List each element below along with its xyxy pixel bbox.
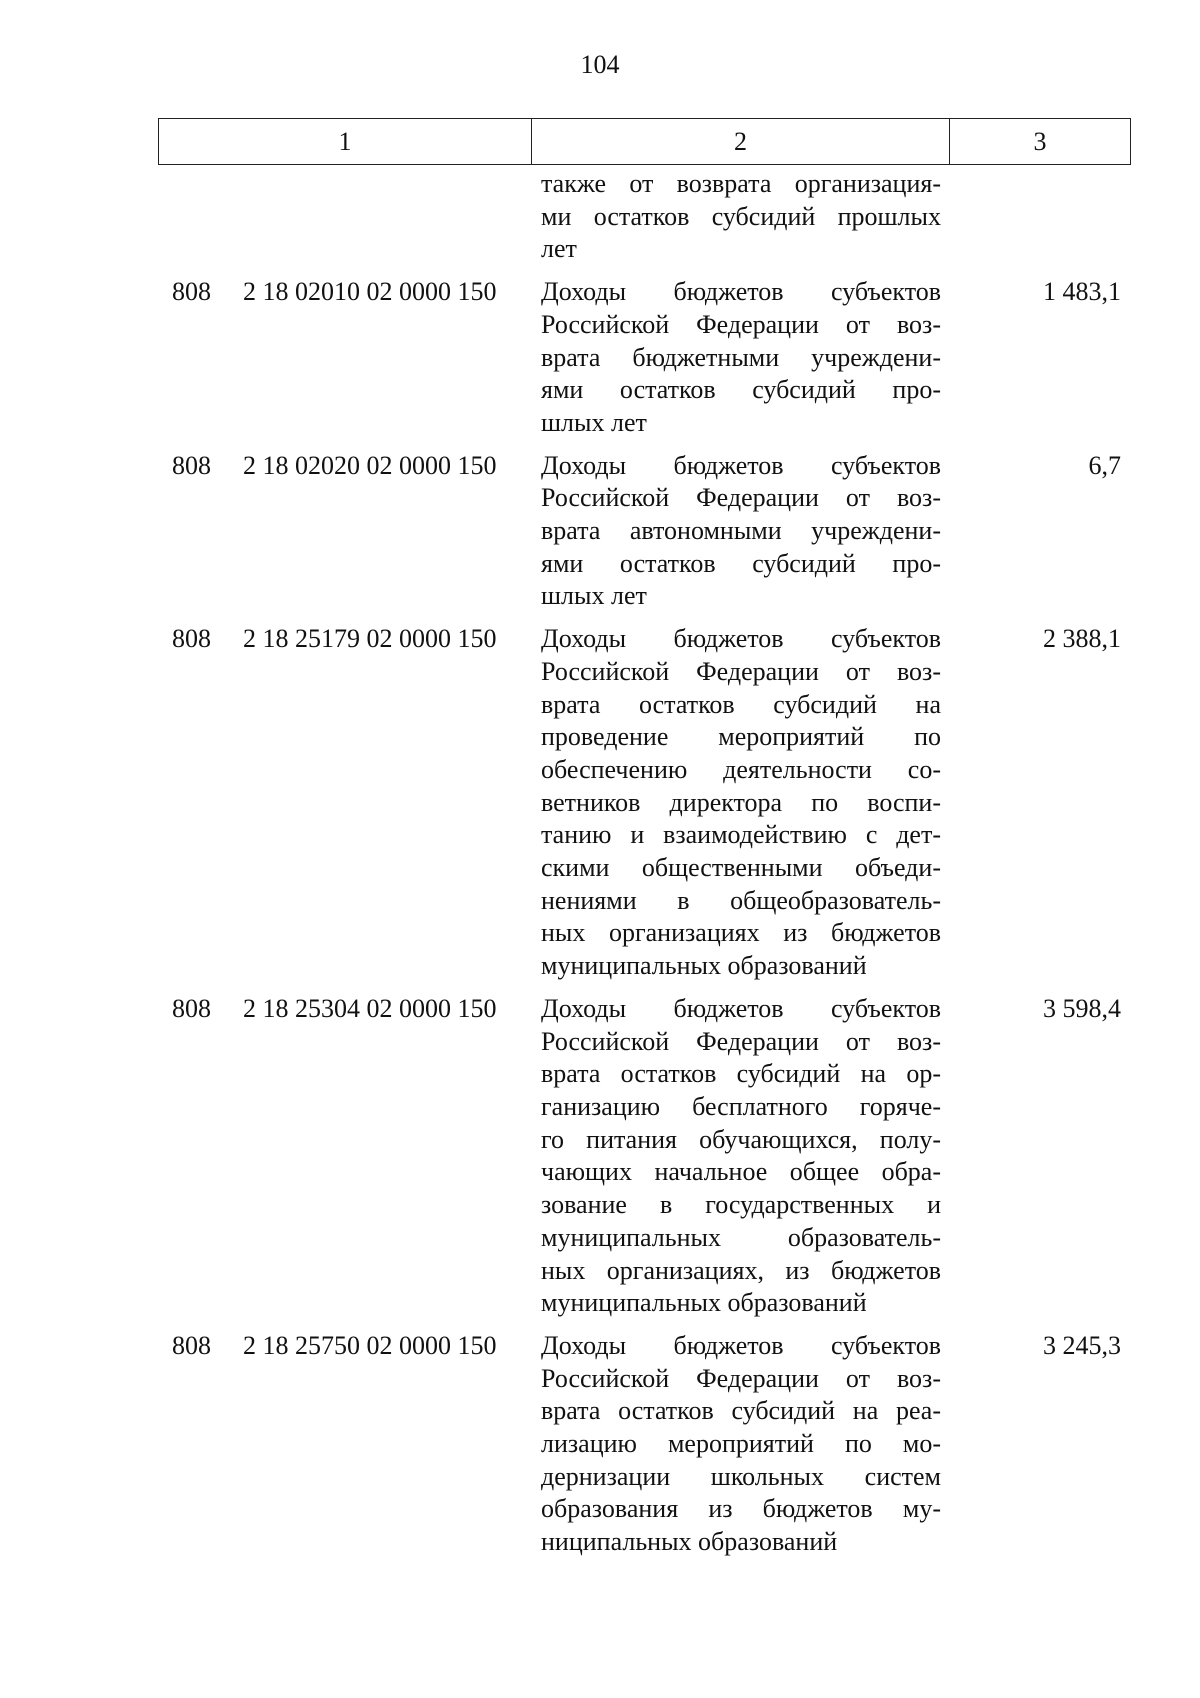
income-name-cell: [541, 276, 941, 440]
table-row: [158, 1330, 1131, 1559]
admin-code-cell: 808: [172, 624, 211, 654]
income-name-line: Российской Федерации от воз-: [541, 483, 941, 513]
income-name-line: обеспечению деятельности со-: [541, 754, 941, 784]
income-name-line: зование в государственных и: [541, 1190, 941, 1220]
income-name-line: ганизацию бесплатного горяче-: [541, 1091, 941, 1121]
income-name-line: муниципальных образователь-: [541, 1222, 941, 1252]
income-name-line: Доходы бюджетов субъектов: [541, 1330, 941, 1360]
amount-cell: 1 483,1: [1043, 277, 1121, 307]
table-body: [158, 168, 1131, 1569]
income-name-line: Российской Федерации от воз-: [541, 656, 941, 686]
income-name-line: также от возврата организация-: [541, 169, 941, 198]
table-row: [158, 168, 1131, 266]
header-col-3: 3: [1033, 126, 1047, 156]
income-name-line: танию и взаимодействию с дет-: [541, 820, 941, 850]
budget-code-cell: 2 18 25179 02 0000 150: [243, 624, 497, 654]
table-row: [158, 276, 1131, 440]
budget-code-cell: 2 18 02010 02 0000 150: [243, 277, 497, 307]
income-name-line: лизацию мероприятий по мо-: [541, 1429, 941, 1459]
amount-cell: 6,7: [1088, 450, 1121, 480]
income-name-line: нениями в общеобразователь-: [541, 885, 941, 915]
income-name-line: чающих начальное общее обра-: [541, 1157, 941, 1187]
income-name-cell: [541, 623, 941, 983]
income-name-line: проведение мероприятий по: [541, 722, 941, 752]
income-name-line: дернизации школьных систем: [541, 1461, 941, 1491]
income-name-line: го питания обучающихся, полу-: [541, 1124, 941, 1154]
income-name-line: врата остатков субсидий на ор-: [541, 1059, 941, 1089]
income-name-line: Российской Федерации от воз-: [541, 1026, 941, 1056]
income-name-line: ных организациях, из бюджетов: [541, 1255, 941, 1285]
admin-code-cell: 808: [172, 450, 211, 480]
income-name-line: ями остатков субсидий про-: [541, 375, 941, 405]
income-name-line: ями остатков субсидий про-: [541, 548, 941, 578]
budget-code-cell: 2 18 25304 02 0000 150: [243, 993, 497, 1023]
income-name-line: ми остатков субсидий прошлых: [541, 201, 941, 231]
income-name-line: врата бюджетными учреждени-: [541, 342, 941, 372]
header-col-2: 2: [532, 119, 950, 164]
income-name-line: ветников директора по воспи-: [541, 787, 941, 817]
table-header: [158, 118, 1131, 165]
income-name-line: образования из бюджетов му-: [541, 1494, 941, 1524]
income-name-line: шлых лет: [541, 407, 647, 437]
income-name-cell: [541, 450, 941, 614]
income-name-line: Доходы бюджетов субъектов: [541, 624, 941, 654]
income-name-line: шлых лет: [541, 581, 647, 611]
page-number: 104: [580, 50, 620, 79]
header-col-1: 1: [159, 119, 532, 164]
income-name-line: врата автономными учреждени-: [541, 516, 941, 546]
budget-code-cell: 2 18 02020 02 0000 150: [243, 450, 497, 480]
admin-code-cell: 808: [172, 277, 211, 307]
income-name-cell: [541, 993, 941, 1320]
table-row: [158, 623, 1131, 983]
income-name-line: Российской Федерации от воз-: [541, 309, 941, 339]
income-name-line: ниципальных образований: [541, 1527, 838, 1557]
income-name-line: Доходы бюджетов субъектов: [541, 277, 941, 307]
income-name-line: лет: [541, 234, 577, 264]
income-name-cell: [541, 1330, 941, 1559]
admin-code-cell: 808: [172, 1330, 211, 1360]
budget-code-cell: 2 18 25750 02 0000 150: [243, 1330, 497, 1360]
table-row: [158, 450, 1131, 614]
income-name-line: ных организациях из бюджетов: [541, 918, 941, 948]
income-name-line: Доходы бюджетов субъектов: [541, 993, 941, 1023]
income-name-line: муниципальных образований: [541, 1288, 867, 1318]
income-name-cell: [541, 168, 941, 266]
income-name-line: муниципальных образований: [541, 951, 867, 981]
income-name-line: Российской Федерации от воз-: [541, 1363, 941, 1393]
amount-cell: 2 388,1: [1043, 624, 1121, 654]
income-name-line: скими общественными объеди-: [541, 853, 941, 883]
amount-cell: 3 598,4: [1043, 993, 1121, 1023]
income-name-line: врата остатков субсидий на реа-: [541, 1396, 941, 1426]
amount-cell: 3 245,3: [1043, 1330, 1121, 1360]
income-name-line: врата остатков субсидий на: [541, 689, 941, 719]
table-row: [158, 993, 1131, 1320]
income-name-line: Доходы бюджетов субъектов: [541, 450, 941, 480]
admin-code-cell: 808: [172, 993, 211, 1023]
